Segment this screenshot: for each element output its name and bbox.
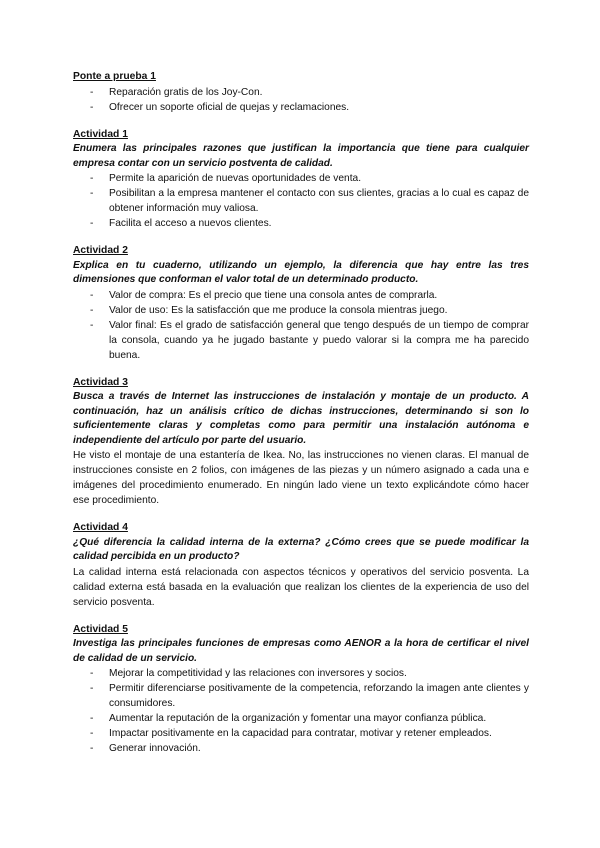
bullet-list	[73, 171, 529, 231]
list-item: - Ofrecer un soporte oficial de quejas y reclamaciones.	[73, 100, 529, 115]
list-item: - Impactar positivamente en la capacidad para contratar, motivar y retener empleados.	[73, 726, 529, 741]
question-text: ¿Qué diferencia la calidad interna de la externa? ¿Cómo crees que se puede modificar la calidad percibida en un producto?	[73, 536, 529, 562]
bullet-list	[73, 288, 529, 363]
section-ponte-a-prueba-1	[73, 70, 529, 115]
bullet-list	[73, 85, 529, 115]
list-item: - Facilita el acceso a nuevos clientes.	[73, 216, 529, 231]
question-text: Explica en tu cuaderno, utilizando un ejemplo, la diferencia que hay entre las tres dimensiones que conforman el valor total de un determinado producto.	[73, 259, 529, 285]
section-actividad-5	[73, 623, 529, 757]
list-item: - Valor de uso: Es la satisfacción que me produce la consola mientras juego.	[73, 303, 529, 318]
question-text: Enumera las principales razones que justifican la importancia que tiene para cualquier empresa contar con un servicio postventa de calidad.	[73, 143, 529, 169]
answer-text: He visto el montaje de una estantería de Ikea. No, las instrucciones no vienen claras. El manual de instrucciones consiste en 2 folios, con imágenes de las piezas y un número asignado a cada una e imágenes del procedimiento enumerado. En ningún lado viene un texto explicándote cómo hacer ese procedimiento.	[73, 450, 529, 506]
section-actividad-4	[73, 521, 529, 610]
document-page	[73, 70, 529, 769]
section-heading: Actividad 1	[73, 128, 128, 140]
list-item: - Aumentar la reputación de la organización y fomentar una mayor confianza pública.	[73, 711, 529, 726]
list-item: - Permite la aparición de nuevas oportunidades de venta.	[73, 171, 529, 186]
list-item: - Valor de compra: Es el precio que tiene una consola antes de comprarla.	[73, 288, 529, 303]
section-heading: Actividad 3	[73, 376, 128, 388]
section-actividad-3	[73, 376, 529, 509]
section-heading: Ponte a prueba 1	[73, 71, 156, 82]
list-item: - Reparación gratis de los Joy-Con.	[73, 85, 529, 100]
section-heading: Actividad 5	[73, 623, 128, 635]
section-heading: Actividad 4	[73, 522, 128, 533]
list-item: - Generar innovación.	[73, 741, 529, 756]
list-item: - Valor final: Es el grado de satisfacción general que tengo después de un tiempo de comprar la consola, cuando ya he jugado bastante y puedo valorar si la compra me ha parecido buena.	[73, 318, 529, 363]
list-item: - Permitir diferenciarse positivamente de la competencia, reforzando la imagen ante clientes y consumidores.	[73, 681, 529, 711]
answer-text: La calidad interna está relacionada con aspectos técnicos y operativos del servicio posventa. La calidad externa está basada en la evaluación que realizan los clientes de la experiencia de uso del servicio posventa.	[73, 566, 529, 608]
list-item: - Mejorar la competitividad y las relaciones con inversores y socios.	[73, 666, 529, 681]
section-heading: Actividad 2	[73, 245, 128, 256]
section-actividad-2	[73, 244, 529, 363]
list-item: - Posibilitan a la empresa mantener el contacto con sus clientes, gracias a lo cual es capaz de obtener información muy valiosa.	[73, 186, 529, 216]
question-text: Investiga las principales funciones de empresas como AENOR a la hora de certificar el nivel de calidad de un servicio.	[73, 638, 529, 664]
section-actividad-1	[73, 128, 529, 232]
bullet-list	[73, 666, 529, 756]
question-text: Busca a través de Internet las instrucciones de instalación y montaje de un producto. A continuación, haz un análisis crítico de dichas instrucciones, determinando si son lo suficientemente claras y completas como para permitir una instalación autónoma e independiente del artículo por parte del usuario.	[73, 391, 529, 446]
